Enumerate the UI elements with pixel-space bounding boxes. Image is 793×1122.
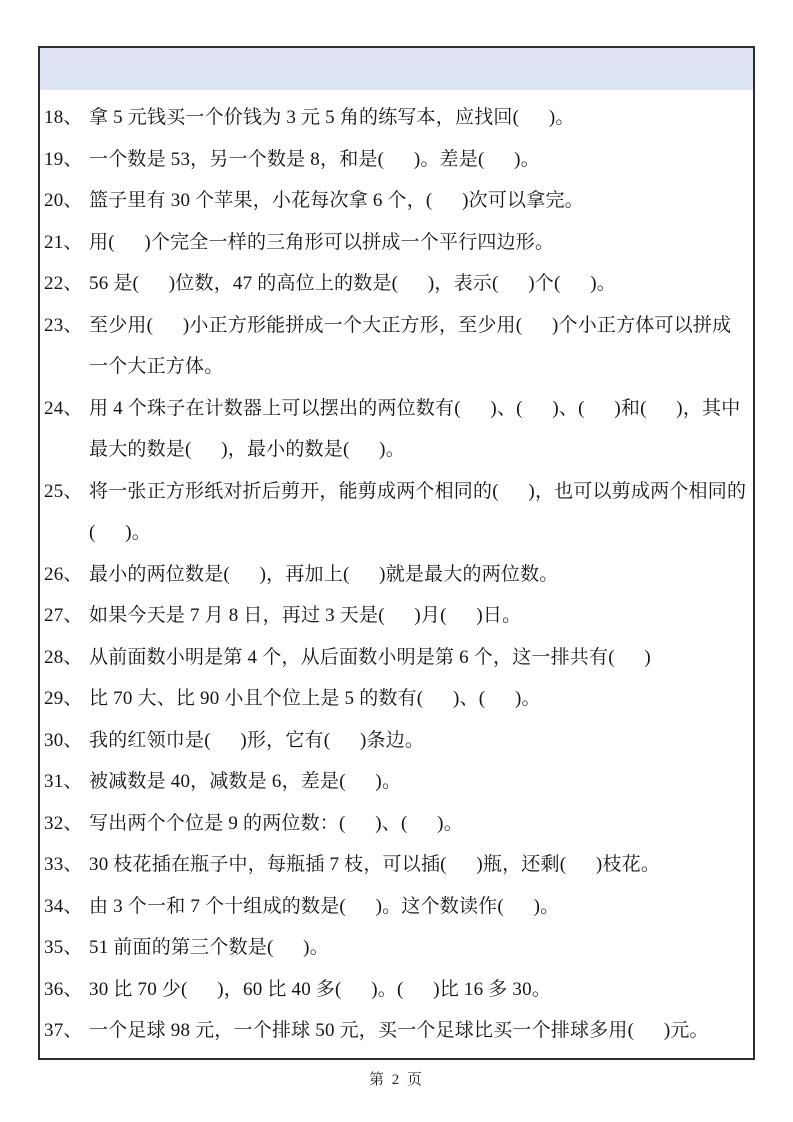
question-item-26 [44, 554, 750, 596]
question-number: 32、 [44, 812, 83, 834]
question-number: 29、 [44, 688, 83, 709]
question-number: 22、 [44, 273, 83, 294]
question-text: 51 前面的第三个数是( )。 [89, 937, 329, 958]
question-number: 21、 [44, 231, 83, 253]
question-item-27 [44, 595, 750, 637]
question-text: 用( )个完全一样的三角形可以拼成一个平行四边形。 [89, 231, 555, 253]
question-text: 用 4 个珠子在计数器上可以摆出的两位数有( )、( )、( )和( )，其中最大的数是( )，最小的数是( )。 [89, 397, 741, 460]
question-text: 比 70 大、比 90 小且个位上是 5 的数有( )、( )。 [89, 688, 541, 709]
question-text: 最小的两位数是( )，再加上( )就是最大的两位数。 [89, 563, 559, 585]
question-number: 20、 [44, 190, 83, 211]
page-number-label: 第 2 页 [368, 1072, 424, 1088]
question-text: 被减数是 40，减数是 6，差是( )。 [89, 771, 402, 792]
question-item-37 [44, 1010, 750, 1052]
question-number: 30、 [44, 729, 83, 751]
question-item-33 [44, 844, 750, 886]
question-number: 35、 [44, 937, 83, 958]
question-item-29 [44, 678, 750, 720]
question-text: 篮子里有 30 个苹果，小花每次拿 6 个，( )次可以拿完。 [89, 190, 584, 211]
question-text: 我的红领巾是( )形，它有( )条边。 [89, 729, 425, 751]
question-item-19 [44, 139, 750, 181]
question-item-18 [44, 97, 750, 139]
question-sheet-box [38, 46, 755, 1060]
question-text: 一个足球 98 元，一个排球 50 元，买一个足球比买一个排球多用( )元。 [89, 1020, 709, 1041]
question-number: 25、 [44, 480, 83, 502]
page-footer [0, 1068, 793, 1089]
question-text: 将一张正方形纸对折后剪开，能剪成两个相同的( )，也可以剪成两个相同的( )。 [89, 480, 747, 543]
question-number: 19、 [44, 148, 83, 170]
question-number: 27、 [44, 605, 83, 626]
question-item-23 [44, 305, 750, 388]
question-text: 至少用( )小正方形能拼成一个大正方形，至少用( )个小正方体可以拼成一个大正方体。 [89, 314, 732, 377]
question-text: 由 3 个一和 7 个十组成的数是( )。这个数读作( )。 [89, 895, 560, 917]
question-text: 写出两个个位是 9 的两位数：( )、( )。 [89, 812, 463, 834]
question-text: 拿 5 元钱买一个价钱为 3 元 5 角的练写本，应找回( )。 [89, 107, 575, 128]
question-item-28 [44, 637, 750, 679]
question-item-31 [44, 761, 750, 803]
question-text: 从前面数小明是第 4 个，从后面数小明是第 6 个，这一排共有( ) [89, 646, 651, 668]
question-item-22 [44, 263, 750, 305]
question-number: 18、 [44, 107, 83, 128]
question-text: 30 比 70 少( )，60 比 40 多( )。( )比 16 多 30。 [89, 978, 552, 1000]
question-list [40, 90, 753, 1052]
question-text: 30 枝花插在瓶子中，每瓶插 7 枝，可以插( )瓶，还剩( )枝花。 [89, 854, 661, 875]
question-number: 26、 [44, 563, 83, 585]
question-number: 36、 [44, 978, 83, 1000]
question-number: 31、 [44, 771, 83, 792]
question-number: 37、 [44, 1020, 83, 1041]
question-item-30 [44, 720, 750, 762]
question-item-35 [44, 927, 750, 969]
question-number: 33、 [44, 854, 83, 875]
question-item-34 [44, 886, 750, 928]
question-item-21 [44, 222, 750, 264]
question-number: 28、 [44, 646, 83, 668]
question-text: 一个数是 53，另一个数是 8，和是( )。差是( )。 [89, 148, 540, 170]
question-item-24 [44, 388, 750, 471]
question-text: 如果今天是 7 月 8 日，再过 3 天是( )月( )日。 [89, 605, 522, 626]
question-text: 56 是( )位数，47 的高位上的数是( )，表示( )个( )。 [89, 273, 616, 294]
question-number: 24、 [44, 397, 83, 419]
header-bar [40, 48, 753, 90]
question-number: 34、 [44, 895, 83, 917]
question-number: 23、 [44, 314, 83, 336]
question-item-20 [44, 180, 750, 222]
question-item-36 [44, 969, 750, 1011]
question-item-32 [44, 803, 750, 845]
question-item-25 [44, 471, 750, 554]
